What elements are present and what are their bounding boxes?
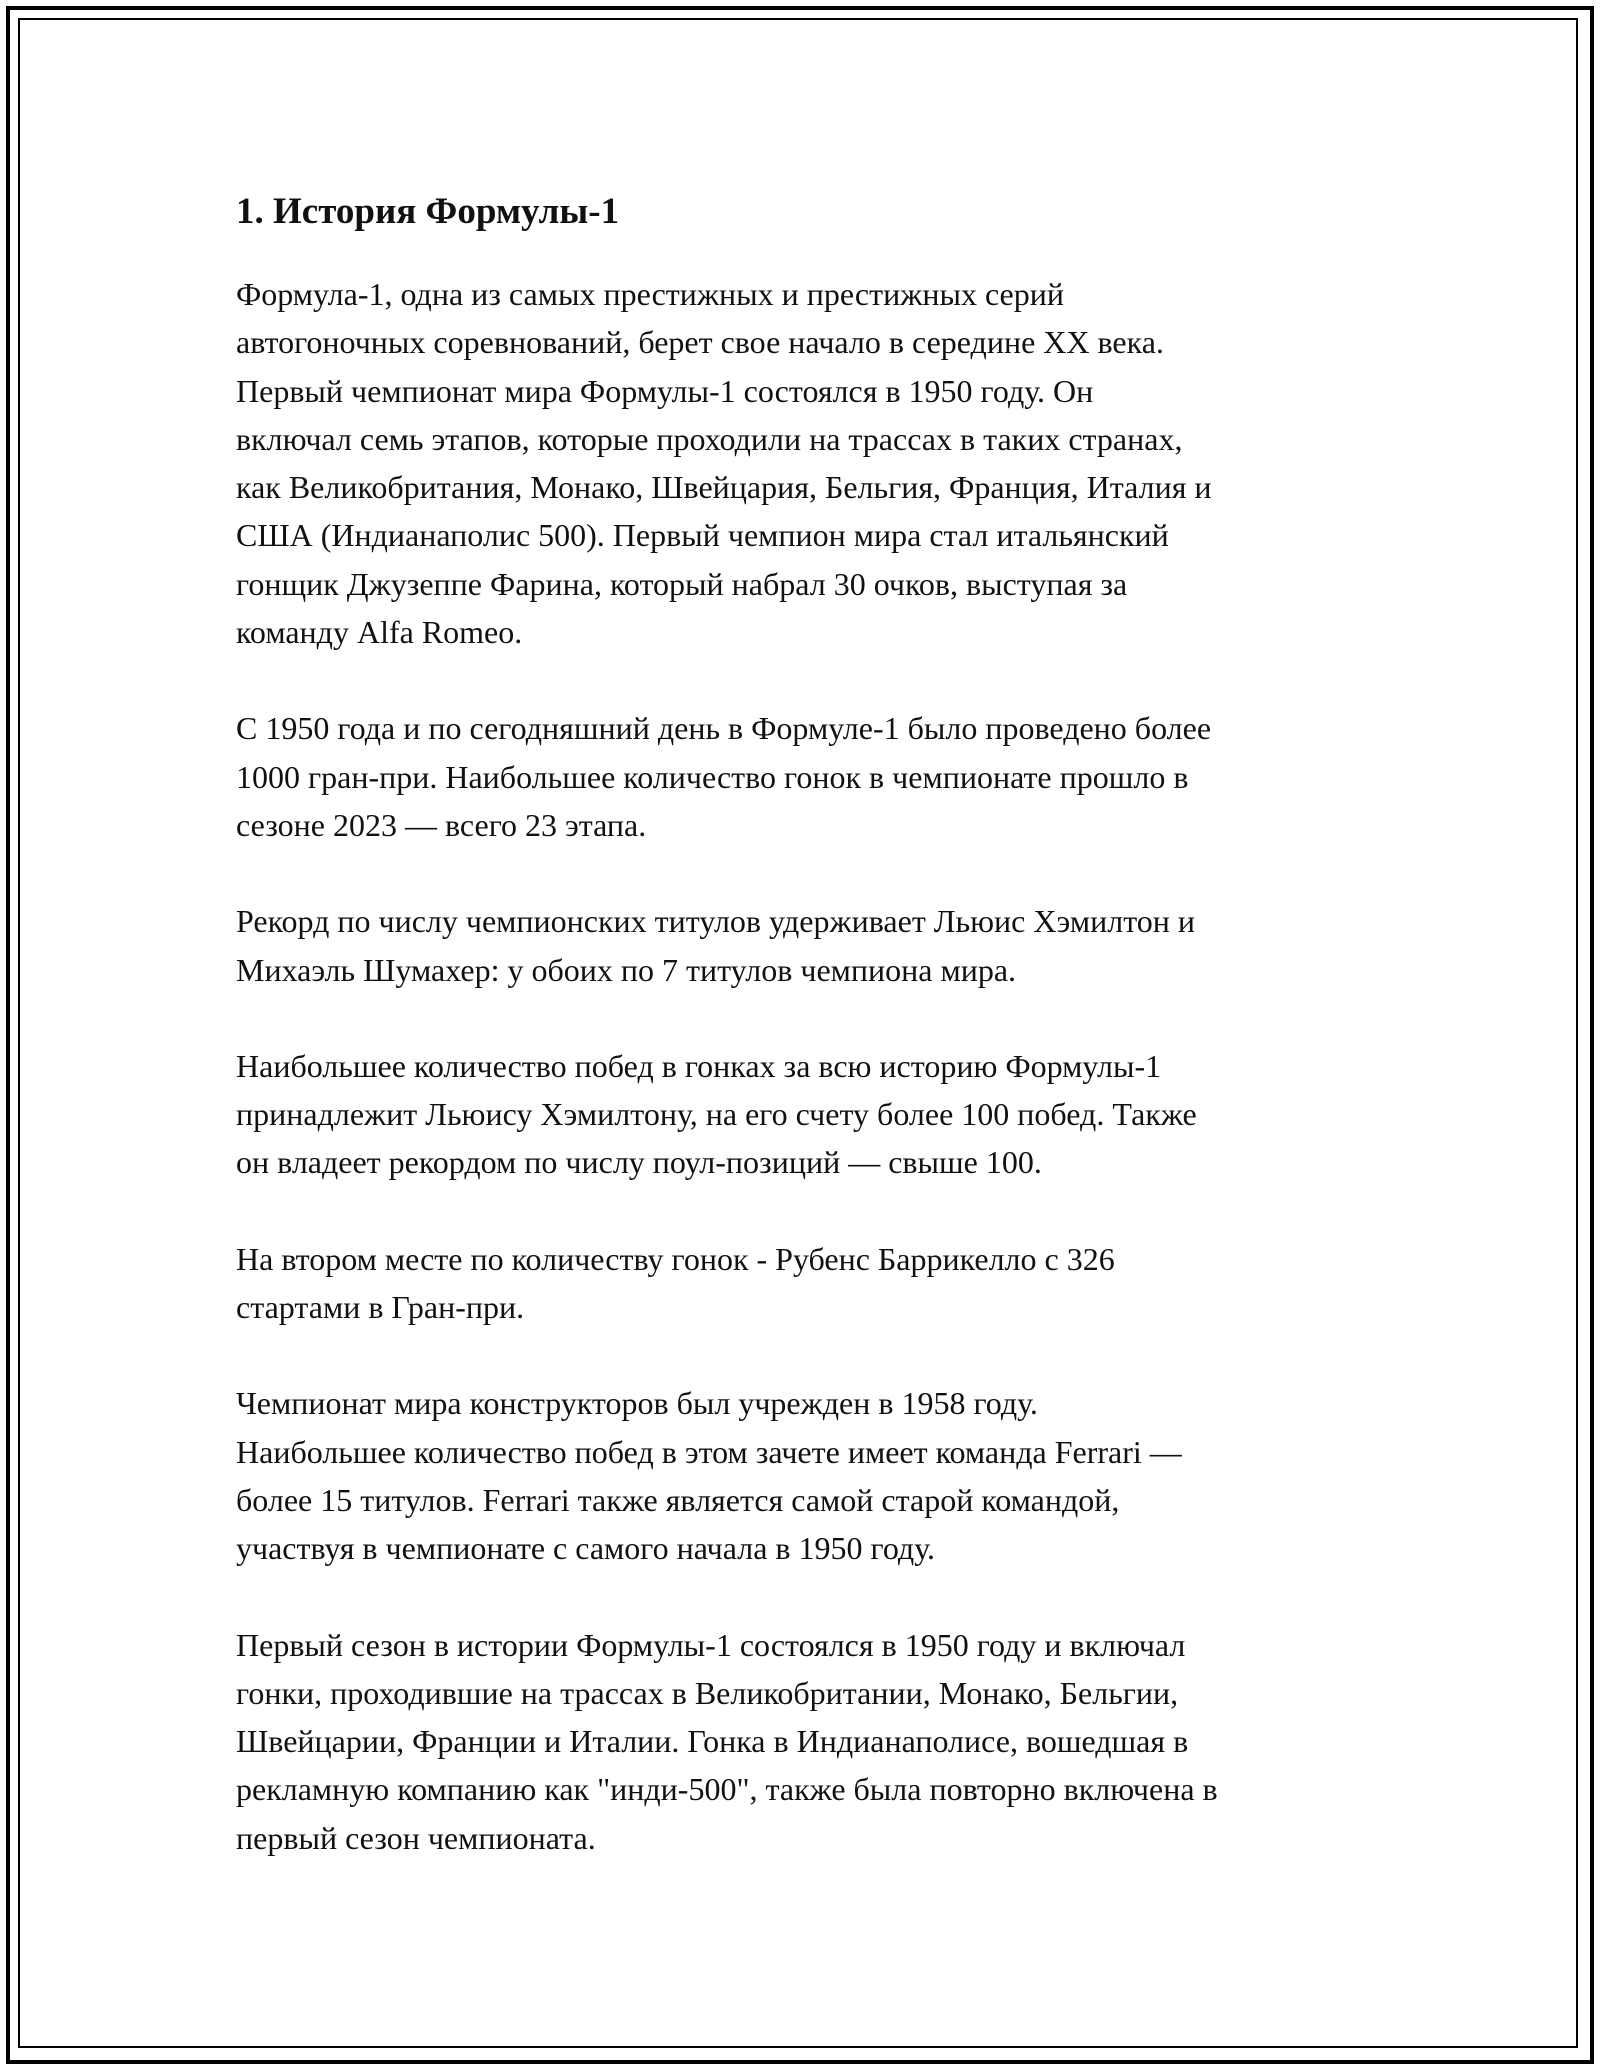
paragraph-wins-record xyxy=(236,1042,1386,1187)
text-line: первый сезон чемпионата. xyxy=(236,1819,596,1856)
paragraph-first-season xyxy=(236,1621,1386,1862)
text-line: стартами в Гран-при. xyxy=(236,1289,525,1326)
paragraph-grand-prix-count xyxy=(236,704,1386,849)
text-line: Наибольшее количество побед в этом зачете имеет команда Ferrari — xyxy=(236,1433,1182,1470)
text-line: Швейцарии, Франции и Италии. Гонка в Индианаполисе, вошедшая в xyxy=(236,1723,1189,1760)
paragraph-starts-record xyxy=(236,1235,1386,1332)
text-line: Михаэль Шумахер: у обоих по 7 титулов чемпиона мира. xyxy=(236,951,1017,988)
text-line: он владеет рекордом по числу поул-позиций — свыше 100. xyxy=(236,1144,1042,1181)
paragraph-history-intro xyxy=(236,270,1386,656)
text-line: С 1950 года и по сегодняшний день в Формуле-1 было проведено более xyxy=(236,710,1212,747)
text-line: более 15 титулов. Ferrari также является самой старой командой, xyxy=(236,1481,1120,1518)
document-body xyxy=(236,186,1386,1910)
text-line: включал семь этапов, которые проходили на трассах в таких странах, xyxy=(236,420,1183,457)
text-line: команду Alfa Romeo. xyxy=(236,614,523,651)
text-line: Первый сезон в истории Формулы-1 состоялся в 1950 году и включал xyxy=(236,1626,1186,1663)
text-line: Формула-1, одна из самых престижных и престижных серий xyxy=(236,276,1064,312)
paragraph-titles-record xyxy=(236,897,1386,994)
text-line: автогоночных соревнований, берет свое начало в середине XX века. xyxy=(236,324,1164,361)
paragraph-constructors xyxy=(236,1379,1386,1572)
text-line: Первый чемпионат мира Формулы-1 состоялся в 1950 году. Он xyxy=(236,372,1094,409)
text-line: США (Индианаполис 500). Первый чемпион мира стал итальянский xyxy=(236,517,1169,554)
text-line: сезоне 2023 — всего 23 этапа. xyxy=(236,806,647,843)
text-line: как Великобритания, Монако, Швейцария, Бельгия, Франция, Италия и xyxy=(236,469,1212,506)
text-line: гонщик Джузеппе Фарина, который набрал 30 очков, выступая за xyxy=(236,565,1128,602)
section-heading: 1. История Формулы-1 xyxy=(236,191,620,232)
text-line: гонки, проходившие на трассах в Великобритании, Монако, Бельгии, xyxy=(236,1674,1179,1711)
text-line: участвуя в чемпионате с самого начала в 1950 году. xyxy=(236,1530,935,1567)
text-line: Рекорд по числу чемпионских титулов удерживает Льюис Хэмилтон и xyxy=(236,903,1196,940)
text-line: Чемпионат мира конструкторов был учрежден в 1958 году. xyxy=(236,1385,1038,1422)
text-line: 1000 гран-при. Наибольшее количество гонок в чемпионате прошло в xyxy=(236,758,1189,795)
text-line: На втором месте по количеству гонок - Рубенс Баррикелло с 326 xyxy=(236,1240,1115,1277)
text-line: рекламную компанию как "инди-500", также была повторно включена в xyxy=(236,1771,1218,1808)
text-line: принадлежит Льюису Хэмилтону, на его счету более 100 побед. Также xyxy=(236,1096,1197,1133)
text-line: Наибольшее количество побед в гонках за всю историю Формулы-1 xyxy=(236,1047,1162,1084)
